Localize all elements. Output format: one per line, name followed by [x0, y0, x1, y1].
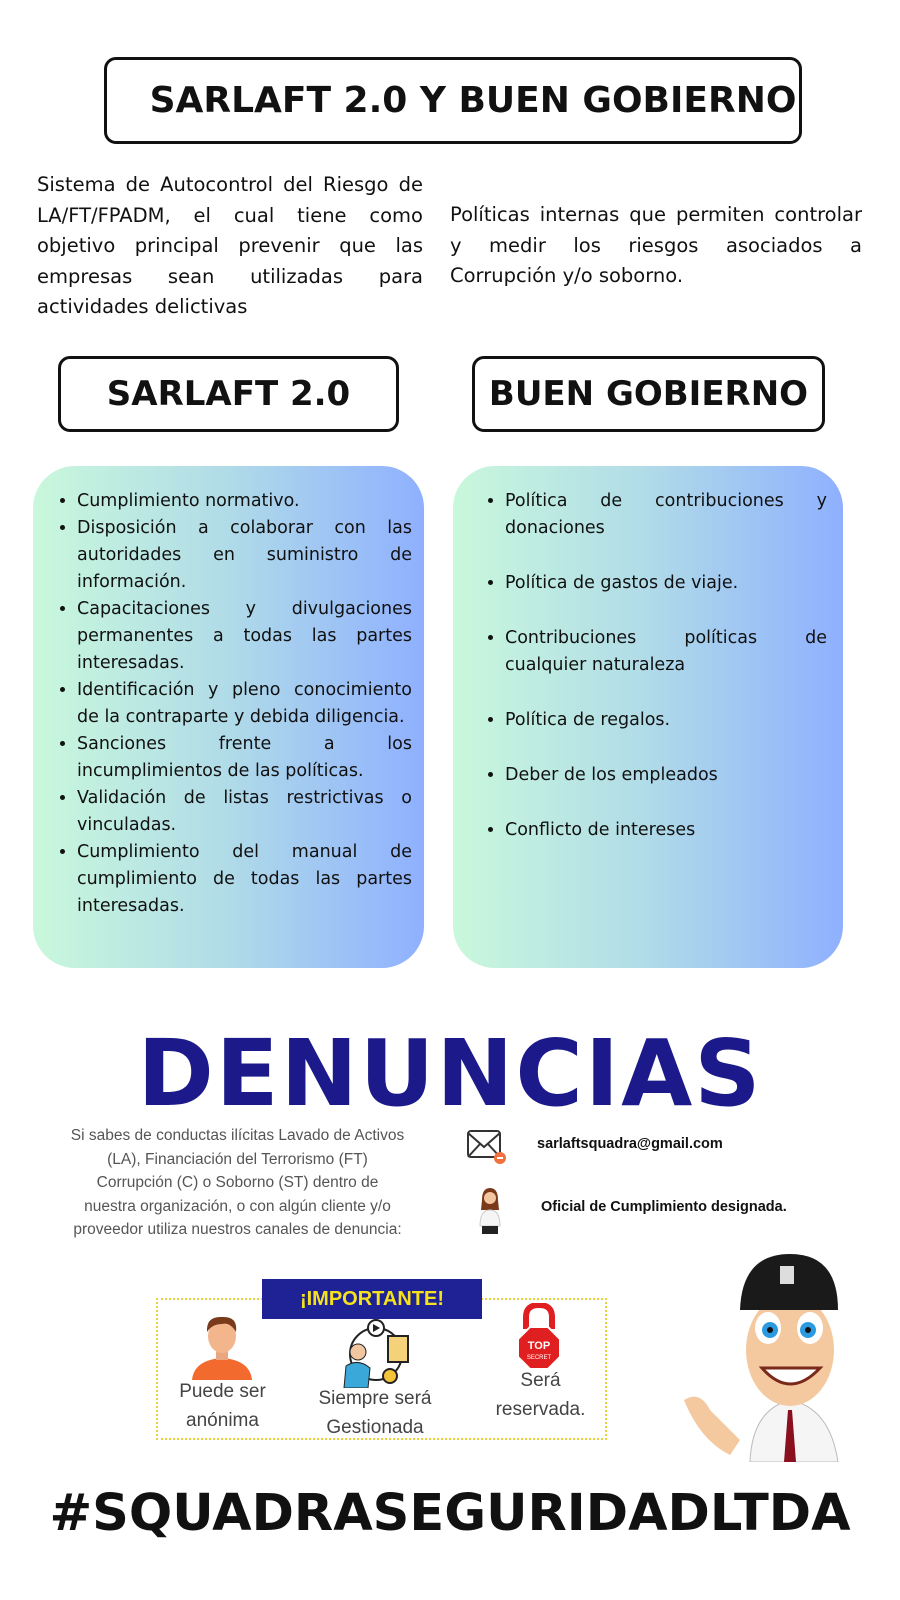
list-item: • Política de regalos. — [505, 707, 827, 734]
list-item: • Identificación y pleno conocimiento de la contraparte y debida diligencia. — [77, 677, 412, 731]
gobierno-heading: BUEN GOBIERNO — [472, 356, 825, 432]
top-secret-lock-icon — [516, 1303, 562, 1371]
list-item: • Cumplimiento normativo. — [77, 488, 412, 515]
list-item: • Deber de los empleados — [505, 762, 827, 789]
denuncias-heading: DENUNCIAS — [137, 1020, 763, 1127]
list-item: • Conflicto de intereses — [505, 817, 827, 844]
gobierno-panel — [453, 466, 843, 968]
list-item: • Validación de listas restrictivas o vinculadas. — [77, 785, 412, 839]
sarlaft-description: Sistema de Autocontrol del Riesgo de LA/FT/FPADM, el cual tiene como objetivo principal prevenir que las empresas sean utilizadas para actividades delictivas — [37, 173, 423, 318]
managed-label: Siempre será Gestionada — [318, 1388, 432, 1438]
svg-text:TOP: TOP — [527, 1340, 551, 1352]
denuncias-text: Si sabes de conductas ilícitas Lavado de Activos (LA), Financiación del Terrorismo (FT) Corrupción (C) o Soborno (ST) dentro de nuestra organización, o con algún cliente y/o proveedor utiliza nuestros canales de denuncia: — [70, 1127, 405, 1238]
email-icon — [466, 1128, 508, 1166]
email-link[interactable]: sarlaftsquadra@gmail.com — [537, 1136, 723, 1152]
important-label: ¡IMPORTANTE! — [262, 1279, 482, 1319]
officer-label: Oficial de Cumplimiento designada. — [541, 1199, 787, 1215]
list-item: • Política de contribuciones y donaciones — [505, 488, 827, 542]
list-item: • Disposición a colaborar con las autoridades en suministro de información. — [77, 515, 412, 596]
anonymous-person-icon — [190, 1312, 254, 1380]
list-item: • Sanciones frente a los incumplimientos de las políticas. — [77, 731, 412, 785]
gobierno-description: Políticas internas que permiten controlar y medir los riesgos asociados a Corrupción y/o soborno. — [450, 203, 862, 287]
list-item: • Capacitaciones y divulgaciones permanentes a todas las partes interesadas. — [77, 596, 412, 677]
main-title: SARLAFT 2.0 Y BUEN GOBIERNO — [104, 57, 802, 144]
sarlaft-panel — [33, 466, 424, 968]
list-item: • Cumplimiento del manual de cumplimiento de todas las partes interesadas. — [77, 839, 412, 920]
hashtag: #SQUADRASEGURIDADLTDA — [49, 1484, 851, 1543]
compliance-officer-icon — [470, 1186, 510, 1238]
list-item: • Contribuciones políticas de cualquier naturaleza — [505, 625, 827, 679]
svg-text:SECRET: SECRET — [526, 1355, 552, 1361]
security-guard-mascot — [680, 1250, 858, 1462]
list-item: • Política de gastos de viaje. — [505, 570, 827, 597]
managed-process-icon — [338, 1318, 414, 1388]
sarlaft-heading: SARLAFT 2.0 — [58, 356, 399, 432]
reserved-label: Será reservada. — [495, 1370, 586, 1420]
anonymous-label: Puede ser anónima — [179, 1381, 266, 1431]
